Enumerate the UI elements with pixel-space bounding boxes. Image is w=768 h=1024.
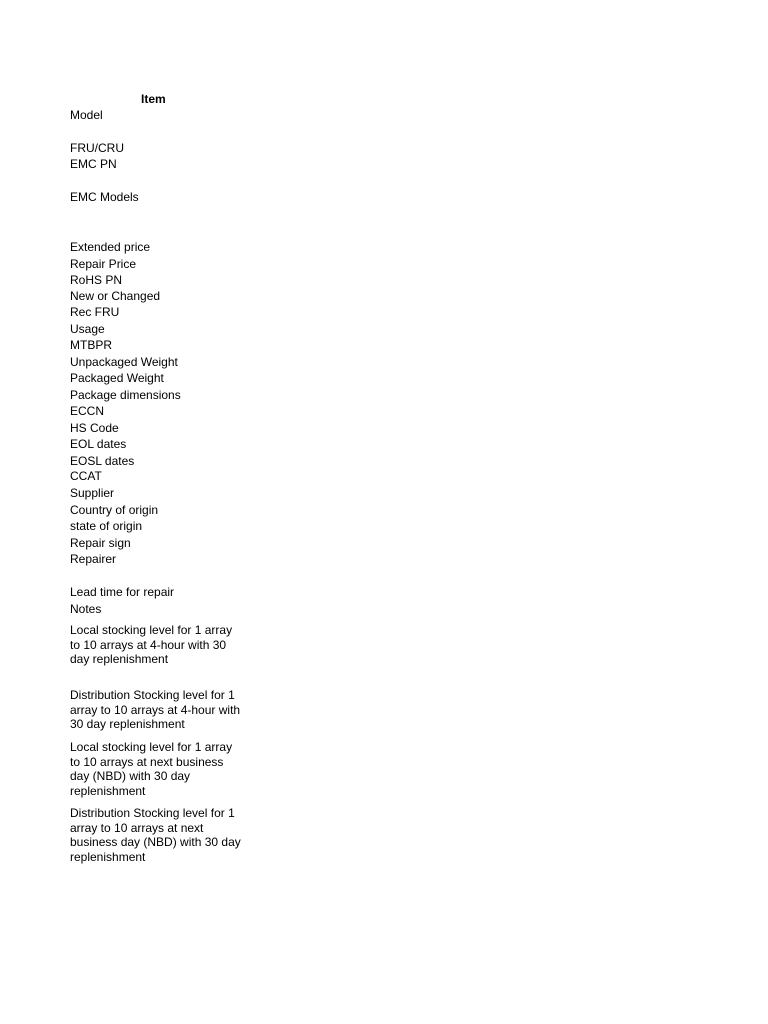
row-label-supplier: Supplier <box>70 486 115 500</box>
row-label-repairer: Repairer <box>70 552 117 566</box>
row-label-new-or-changed: New or Changed <box>70 289 161 303</box>
row-label-package-dimensions: Package dimensions <box>70 388 181 402</box>
row-label-state-of-origin: state of origin <box>70 519 143 533</box>
row-label-model: Model <box>70 108 103 122</box>
row-label-rohs-pn: RoHS PN <box>70 273 123 287</box>
row-label-ccat: CCAT <box>70 469 102 483</box>
row-label-rec-fru: Rec FRU <box>70 305 120 319</box>
row-label-local-stocking-nbd: Local stocking level for 1 array to 10 arrays at next business day (NBD) with 30 day replenishment <box>70 740 233 798</box>
row-label-repair-price: Repair Price <box>70 257 137 271</box>
row-label-eol-dates: EOL dates <box>70 437 127 451</box>
row-label-extended-price: Extended price <box>70 240 151 254</box>
row-label-local-stocking-4-hour: Local stocking level for 1 array to 10 arrays at 4-hour with 30 day replenishment <box>70 623 233 667</box>
row-label-emc-pn: EMC PN <box>70 157 117 171</box>
item-column-header: Item <box>141 92 166 106</box>
row-label-eosl-dates: EOSL dates <box>70 454 135 468</box>
row-label-unpackaged-weight: Unpackaged Weight <box>70 355 178 369</box>
row-label-hs-code: HS Code <box>70 421 119 435</box>
row-label-eccn: ECCN <box>70 404 105 418</box>
row-label-distribution-stocking-nbd: Distribution Stocking level for 1 array to 10 arrays at next business day (NBD) with 30 day replenishment <box>70 806 241 864</box>
row-label-packaged-weight: Packaged Weight <box>70 371 164 385</box>
row-label-lead-time-for-repair: Lead time for repair <box>70 585 175 599</box>
row-label-distribution-stocking-4-hour: Distribution Stocking level for 1 array to 10 arrays at 4-hour with 30 day replenishment <box>70 688 241 732</box>
row-label-mtbpr: MTBPR <box>70 338 112 352</box>
row-label-notes: Notes <box>70 602 102 616</box>
row-label-emc-models: EMC Models <box>70 190 139 204</box>
row-label-repair-sign: Repair sign <box>70 536 131 550</box>
row-label-usage: Usage <box>70 322 105 336</box>
row-label-country-of-origin: Country of origin <box>70 503 159 517</box>
row-label-fru-cru: FRU/CRU <box>70 141 124 155</box>
